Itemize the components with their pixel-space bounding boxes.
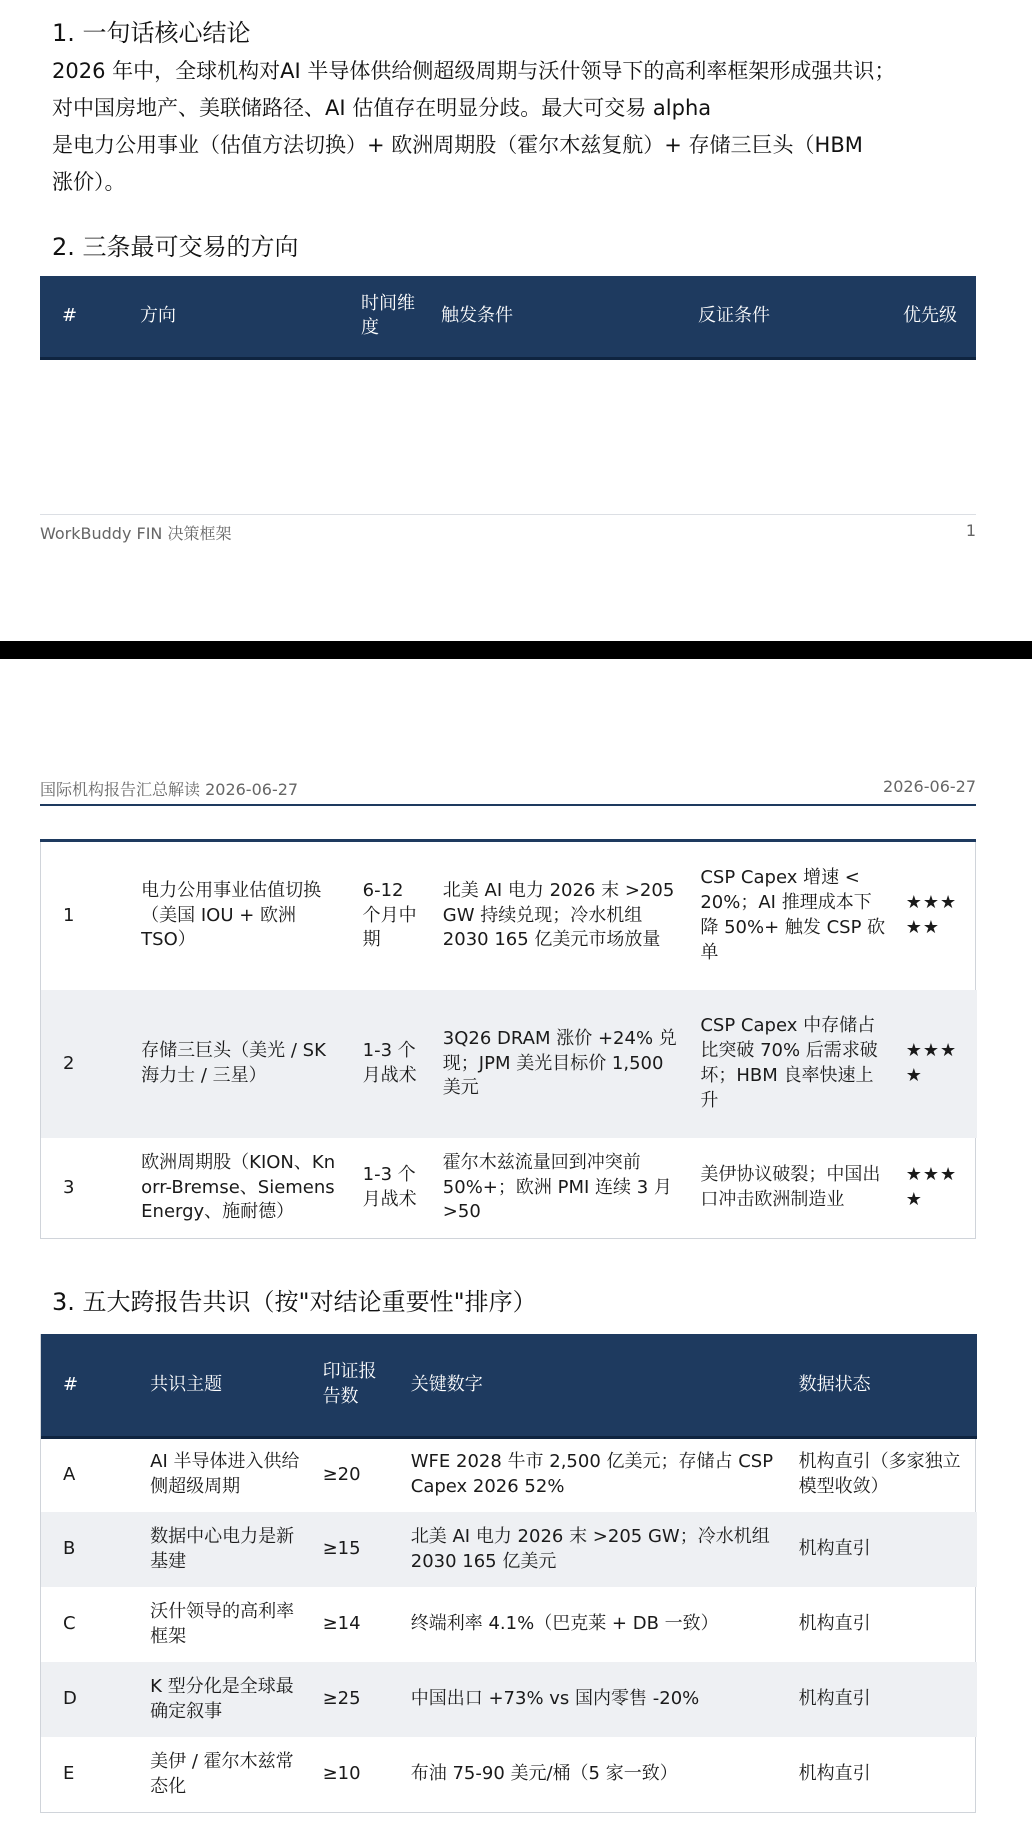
row-trigger: 北美 AI 电力 2026 末 >205 GW 持续兑现；冷水机组 2030 165 亿美元市场放量 [442,879,675,951]
row-topic: K 型分化是全球最确定叙事 [128,1662,312,1737]
tradeable-directions-section [40,232,976,263]
col-header-topic: 共识主题 [128,1334,312,1437]
row-invalidation: CSP Capex 增速 < 20%；AI 推理成本下降 50%+ 触发 CSP 砍单 [700,867,886,963]
row-trigger: 3Q26 DRAM 涨价 +24% 兑现；JPM 美光目标价 1,500 美元 [433,990,691,1138]
document-page-2 [0,659,1032,1826]
row-priority: ★★★★ [896,990,977,1138]
row-num: 3 [63,1176,75,1198]
col-header-num: # [40,276,118,358]
document-page-1 [0,0,1032,641]
col-header-direction: 方向 [118,276,351,358]
col-header-count: 印证报告数 [313,1334,401,1437]
row-num: E [63,1763,75,1785]
col-header-key-numbers: 关键数字 [401,1334,789,1437]
core-conclusion-text [52,53,952,201]
page-footer [40,514,976,544]
row-key-numbers: 布油 75-90 美元/桶（5 家一致） [410,1763,678,1785]
row-count: ≥15 [313,1512,401,1587]
header-title: 国际机构报告汇总解读 2026-06-27 [40,780,299,799]
table-row [41,1662,977,1737]
row-invalidation: CSP Capex 中存储占比突破 70% 后需求破坏；HBM 良率快速上升 [690,990,895,1138]
core-conclusion-section [40,18,976,201]
row-topic: 数据中心电力是新基建 [128,1512,312,1587]
header-date: 2026-06-27 [883,777,976,796]
row-count: ≥20 [322,1463,361,1485]
row-direction: 电力公用事业估值切换（美国 IOU + 欧洲 TSO） [141,879,322,951]
col-header-invalidation: 反证条件 [688,276,893,358]
table-row [41,990,977,1138]
row-data-status: 机构直引 [789,1662,977,1737]
consensus-table [41,1334,977,1812]
row-trigger: 霍尔木兹流量回到冲突前 50%+；欧洲 PMI 连续 3 月 >50 [442,1151,672,1223]
summary-line: 是电力公用事业（估值方法切换）+ 欧洲周期股（霍尔木兹复航）+ 存储三巨头（HBM [52,133,863,158]
row-priority: ★★★★ [905,1164,958,1210]
row-num: 2 [41,990,119,1138]
directions-table-body [41,842,977,1238]
table-row [41,1512,977,1587]
row-horizon: 6-12 个月中期 [362,879,417,951]
row-direction: 存储三巨头（美光 / SK 海力士 / 三星） [119,990,352,1138]
page-header [40,777,976,806]
row-data-status: 机构直引 [798,1763,871,1785]
page-break [0,641,1032,659]
row-horizon: 1-3 个月战术 [353,990,433,1138]
col-header-horizon: 时间维度 [351,276,431,358]
table-row [41,1138,977,1238]
page-number: 1 [965,521,976,540]
directions-table-head [40,276,976,360]
row-direction: 欧洲周期股（KION、Knorr-Bremse、Siemens Energy、施耐德） [141,1151,336,1223]
row-key-numbers: 中国出口 +73% vs 国内零售 -20% [401,1662,789,1737]
summary-line: 涨价）。 [52,170,126,195]
col-header-data-status: 数据状态 [789,1334,977,1437]
directions-table-header [40,276,976,360]
row-count: ≥25 [313,1662,401,1737]
row-data-status: 机构直引（多家独立模型收敛） [798,1451,961,1498]
table-row [41,1737,977,1812]
col-header-trigger: 触发条件 [431,276,688,358]
row-num: C [63,1613,76,1635]
row-num: D [41,1662,128,1737]
row-topic: 沃什领导的高利率框架 [150,1600,295,1647]
summary-line: 对中国房地产、美联储路径、AI 估值存在明显分歧。最大可交易 alpha [52,96,712,121]
row-num: A [63,1463,76,1485]
table-row [41,1587,977,1662]
row-priority: ★★★★★ [905,892,958,938]
row-horizon: 1-3 个月战术 [362,1164,417,1210]
table-row [41,842,977,990]
row-topic: 美伊 / 霍尔木兹常态化 [150,1750,294,1797]
row-invalidation: 美伊协议破裂；中国出口冲击欧洲制造业 [700,1164,881,1210]
col-header-num: # [41,1334,128,1437]
footer-title: WorkBuddy FIN 决策框架 [40,524,232,543]
row-data-status: 机构直引 [798,1613,871,1635]
row-key-numbers: 终端利率 4.1%（巴克莱 + DB 一致） [410,1613,719,1635]
section-3-title: 3. 五大跨报告共识（按"对结论重要性"排序） [52,1288,537,1316]
row-key-numbers: WFE 2028 牛市 2,500 亿美元；存储占 CSP Capex 2026 52% [410,1451,774,1498]
row-num: B [41,1512,128,1587]
consensus-section [40,1287,976,1318]
row-count: ≥10 [322,1763,361,1785]
row-count: ≥14 [322,1613,361,1635]
row-topic: AI 半导体进入供给侧超级周期 [150,1451,300,1498]
consensus-table-frame [40,1334,976,1813]
row-data-status: 机构直引 [789,1512,977,1587]
section-1-title: 1. 一句话核心结论 [52,19,251,47]
section-2-title: 2. 三条最可交易的方向 [52,233,299,261]
row-num: 1 [63,904,75,926]
row-key-numbers: 北美 AI 电力 2026 末 >205 GW；冷水机组 2030 165 亿美元 [401,1512,789,1587]
table-row [41,1437,977,1512]
col-header-priority: 优先级 [893,276,976,358]
directions-table-continued [40,842,976,1239]
summary-line: 2026 年中，全球机构对AI 半导体供给侧超级周期与沃什领导下的高利率框架形成强共识； [52,59,896,84]
